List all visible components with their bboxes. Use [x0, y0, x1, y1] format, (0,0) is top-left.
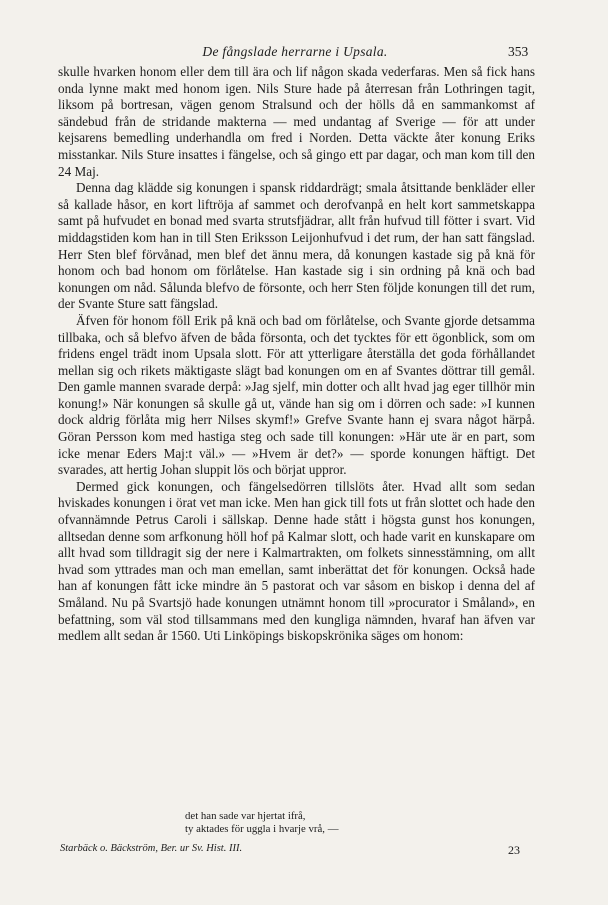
paragraph-4: Dermed gick konungen, och fängelsedörren tillslöts åter. Hvad allt som sedan hviskades konungen i örat vet man icke. Men han gick till fots ut från slottet och hade den ofvannämnde Petrus Caroli i sällskap. Denne hade stått i högsta gunst hos konungen, alltsedan denne som arfkonung höll hof på Kalmar slott, och hade varit en kunskapare om allt hvad som tilldragit sig der nere i Kalmartrakten, om folkets sinnesstämning, om allt hvad som yttrades man och man emellan, samt inberättat det för konungen. Också hade han af konungen fått icke mindre än 5 pastorat och var såsom en biskop i denna del af Småland. Nu på Svartsjö hade konungen utnämnt honom till »procurator i Småland», en befattning, som väl stod tillsammans med den kungliga nämnden, hvaraf han äfven var medlem allt sedan år 1560. Uti Linköpings biskopskrönika säges om honom:	[58, 478, 535, 644]
page-footer	[60, 843, 530, 859]
running-header	[0, 44, 608, 62]
paragraph-3: Äfven för honom föll Erik på knä och bad om förlåtelse, och Svante gjorde detsamma tillbaka, och så blefvo äfven de båda försonta, och det tycktes för ett ögonblick, som om fridens engel trädt inom Upsala slott. För att ytterligare återställa det goda förhållandet mellan sig och rikets mäktigaste slägt bad konungen om en af Svantes döttrar till gemål. Den gamle mannen svarade derpå: »Jag sjelf, min dotter och allt hvad jag eger tillhör min konung!» När konungen så skulle gå ut, vände han sig om i dörren och sade: »I kunnen dock aldrig förlåta mig herr Nilses skymf!» Grefve Svante hann ej svara något härpå. Göran Persson kom med hastiga steg och sade till konungen: »Här ute är en part, som icke menar Eders Maj:t väl.» — »Hvem är det?» — sporde konungen häftigt. Det svarades, att hertig Johan sluppit lös och börjat uppror.	[58, 312, 535, 478]
paragraph-2: Denna dag klädde sig konungen i spansk riddardrägt; smala åtsittande benkläder eller så kallade håsor, en kort liftröja af sammet och derofvanpå en helt kort sammetskappa samt på hufvudet en bonad med svarta strutsfjädrar, allt från hufvud till fötter i svart. Vid middagstiden kom han in till Sten Eriksson Leijonhufvud i det rum, der han satt fängslad. Herr Sten blef förvånad, men blef det ännu mera, då konungen kastade sig på knä för honom och bad honom om förlåtelse. Han kastade sig i sin ordning på knä och bad konungen om nåd. Sålunda blefvo de försonte, och herr Sten följde konungen till det rum, der Svante Sture satt fängslad.	[58, 180, 535, 312]
running-title: De fångslade herrarne i Upsala.	[202, 44, 388, 59]
footer-source: Starbäck o. Bäckström, Ber. ur Sv. Hist. III.	[60, 843, 243, 854]
signature-mark: 23	[508, 843, 520, 857]
verse-quote	[185, 810, 445, 836]
main-text	[58, 64, 535, 645]
quote-line-1: det han sade var hjertat ifrå,	[185, 810, 306, 822]
paragraph-1: skulle hvarken honom eller dem till ära och lif någon skada vederfaras. Men så fick hans onda lynne makt med honom igen. Nils Sture hade på återresan från Lothringen tagit, liksom på bortresan, vägen genom Stralsund och der hölls då en sammankomst af sändebud från de stridande makterna — med undantag af Sverige — för att under kejsarens bemedling underhandla om fred i Norden. Detta väckte åter konung Eriks misstankar. Nils Sture insattes i fängelse, och så gingo ett par dagar, och man kom till den 24 Maj.	[58, 64, 535, 179]
quote-line-2: ty aktades för uggla i hvarje vrå, —	[185, 823, 339, 836]
page-number: 353	[508, 44, 529, 59]
